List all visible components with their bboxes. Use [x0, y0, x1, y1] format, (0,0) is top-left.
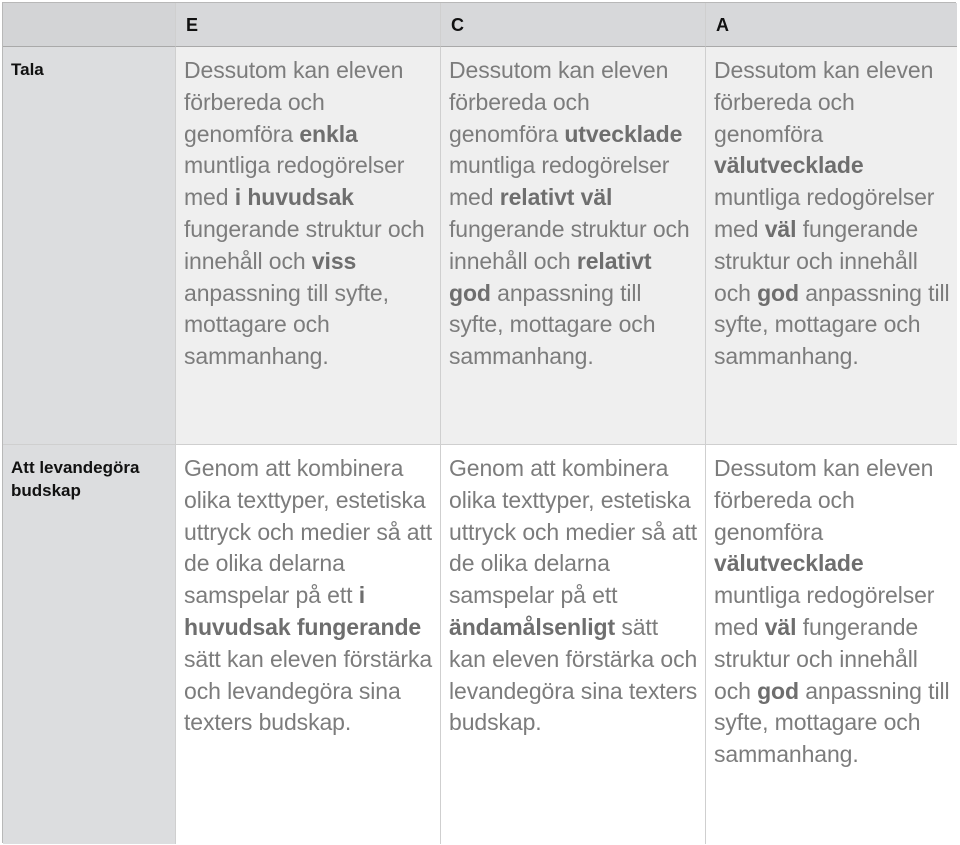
emphasis-text: enkla [299, 120, 358, 147]
emphasis-text: ändamålsenligt [449, 613, 616, 640]
criteria-text: muntliga redogörelser med [184, 152, 405, 211]
criteria-cell [176, 47, 441, 445]
emphasis-text: i huvudsak fungerande [184, 582, 422, 640]
criteria-text: muntliga redogörelser med [714, 582, 935, 640]
criteria-text: fungerande struktur och innehåll och [714, 613, 919, 704]
criteria-text: Genom att kombinera olika texttyper, estetiska uttryck och medier så att de olika delarna samspelar på ett [449, 455, 698, 609]
criteria-text: Dessutom kan eleven förbereda och genomföra [184, 57, 404, 147]
criteria-text: Dessutom kan eleven förbereda och genomföra [449, 57, 669, 147]
header-grade-e: E [176, 3, 441, 47]
emphasis-text: relativt god [449, 247, 652, 306]
criteria-text: Dessutom kan eleven förbereda och genomföra [714, 455, 934, 545]
header-grade-c: C [441, 3, 706, 47]
criteria-cell [176, 445, 441, 844]
emphasis-text: utvecklade [564, 120, 683, 147]
criteria-text: Dessutom kan eleven förbereda och genomföra [714, 57, 934, 147]
emphasis-text: god [757, 279, 799, 306]
emphasis-text: välutvecklade [714, 152, 864, 179]
criteria-text: anpassning till syfte, mottagare och sammanhang. [449, 279, 656, 370]
criteria-cell [706, 445, 957, 844]
criteria-text: sätt kan eleven förstärka och levandegöra sina texters budskap. [449, 613, 698, 736]
criteria-text: fungerande struktur och innehåll och [449, 215, 690, 274]
criteria-text: anpassning till syfte, mottagare och sammanhang. [184, 279, 389, 370]
criteria-text: muntliga redogörelser med [449, 152, 670, 211]
criteria-cell [706, 47, 957, 445]
row-label-tala: Tala [3, 47, 176, 445]
row-label-levandegora: Att levandegöra budskap [3, 445, 176, 844]
emphasis-text: välutvecklade [714, 550, 864, 577]
grading-table [2, 2, 956, 843]
criteria-text: Genom att kombinera olika texttyper, estetiska uttryck och medier så att de olika delarna samspelar på ett [184, 455, 433, 609]
emphasis-text: relativt väl [499, 184, 613, 211]
criteria-text: sätt kan eleven förstärka och levandegöra sina texters budskap. [184, 645, 433, 736]
criteria-cell [441, 445, 706, 844]
criteria-text: fungerande struktur och innehåll och [714, 215, 919, 306]
emphasis-text: väl [764, 613, 797, 640]
criteria-text: muntliga redogörelser med [714, 184, 935, 242]
criteria-text: anpassning till syfte, mottagare och sammanhang. [714, 677, 950, 768]
emphasis-text: god [757, 677, 799, 704]
criteria-text: fungerande struktur och innehåll och [184, 215, 425, 274]
emphasis-text: väl [764, 215, 797, 242]
criteria-cell [441, 47, 706, 445]
emphasis-text: viss [311, 247, 357, 274]
header-corner-cell [3, 3, 176, 47]
header-grade-a: A [706, 3, 957, 47]
emphasis-text: i huvudsak [234, 184, 354, 211]
criteria-text: anpassning till syfte, mottagare och sammanhang. [714, 279, 950, 370]
